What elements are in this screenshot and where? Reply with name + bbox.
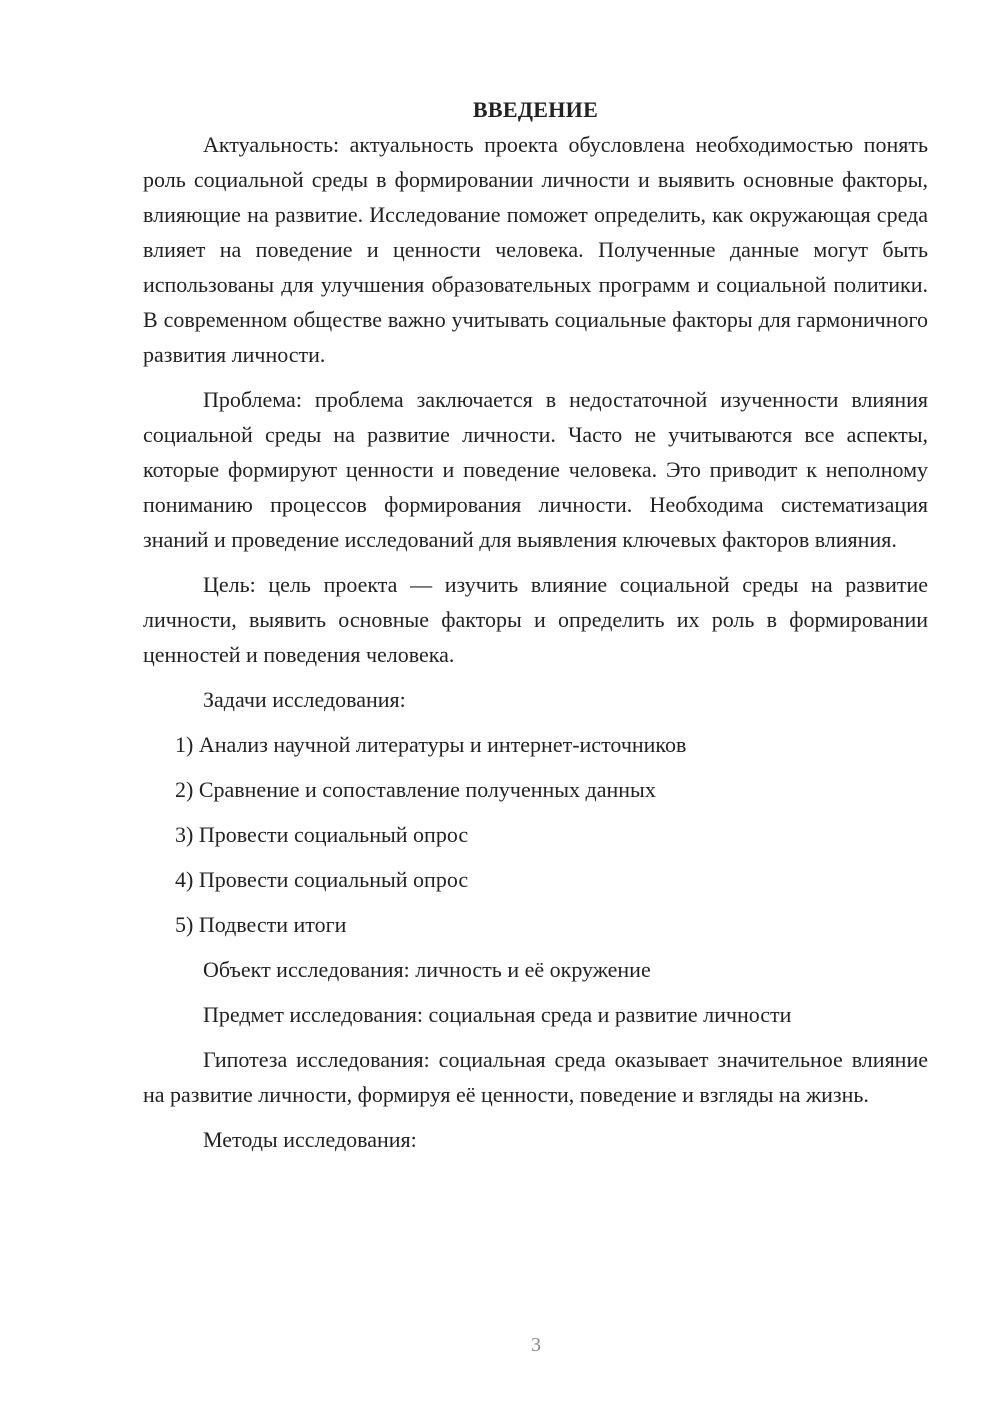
methods-heading: Методы исследования: xyxy=(203,1127,417,1152)
goal-paragraph: Цель: цель проекта — изучить влияние социальной среды на развитие личности, выявить основные факторы и определить их роль в формировании ценностей и поведения человека. xyxy=(143,572,928,667)
page-number: 3 xyxy=(531,1334,541,1356)
subject-paragraph: Предмет исследования: социальная среда и развитие личности xyxy=(203,1002,792,1027)
object-paragraph: Объект исследования: личность и её окружение xyxy=(203,957,651,982)
page-title: ВВЕДЕНИЕ xyxy=(472,97,599,122)
list-item: 3) Провести социальный опрос xyxy=(175,822,469,847)
relevance-paragraph: Актуальность: актуальность проекта обусловлена необходимостью понять роль социальной среды в формировании личности и выявить основные факторы, влияющие на развитие. Исследование поможет определить, как окружающая среда влияет на поведение и ценности человека. Полученные данные могут быть использованы для улучшения образовательных программ и социальной политики. В современном обществе важно учитывать социальные факторы для гармоничного развития личности. xyxy=(143,132,928,367)
list-item: 2) Сравнение и сопоставление полученных данных xyxy=(175,777,656,802)
list-item: 1) Анализ научной литературы и интернет-источников xyxy=(175,732,687,757)
document-page xyxy=(143,92,928,1167)
tasks-heading: Задачи исследования: xyxy=(203,687,406,712)
tasks-list xyxy=(143,727,928,942)
list-item: 4) Провести социальный опрос xyxy=(175,867,469,892)
list-item: 5) Подвести итоги xyxy=(175,912,347,937)
problem-paragraph: Проблема: проблема заключается в недостаточной изученности влияния социальной среды на развитие личности. Часто не учитываются все аспекты, которые формируют ценности и поведение человека. Это приводит к неполному пониманию процессов формирования личности. Необходима систематизация знаний и проведение исследований для выявления ключевых факторов влияния. xyxy=(143,387,928,552)
hypothesis-paragraph: Гипотеза исследования: социальная среда оказывает значительное влияние на развитие личности, формируя её ценности, поведение и взгляды на жизнь. xyxy=(143,1047,928,1107)
